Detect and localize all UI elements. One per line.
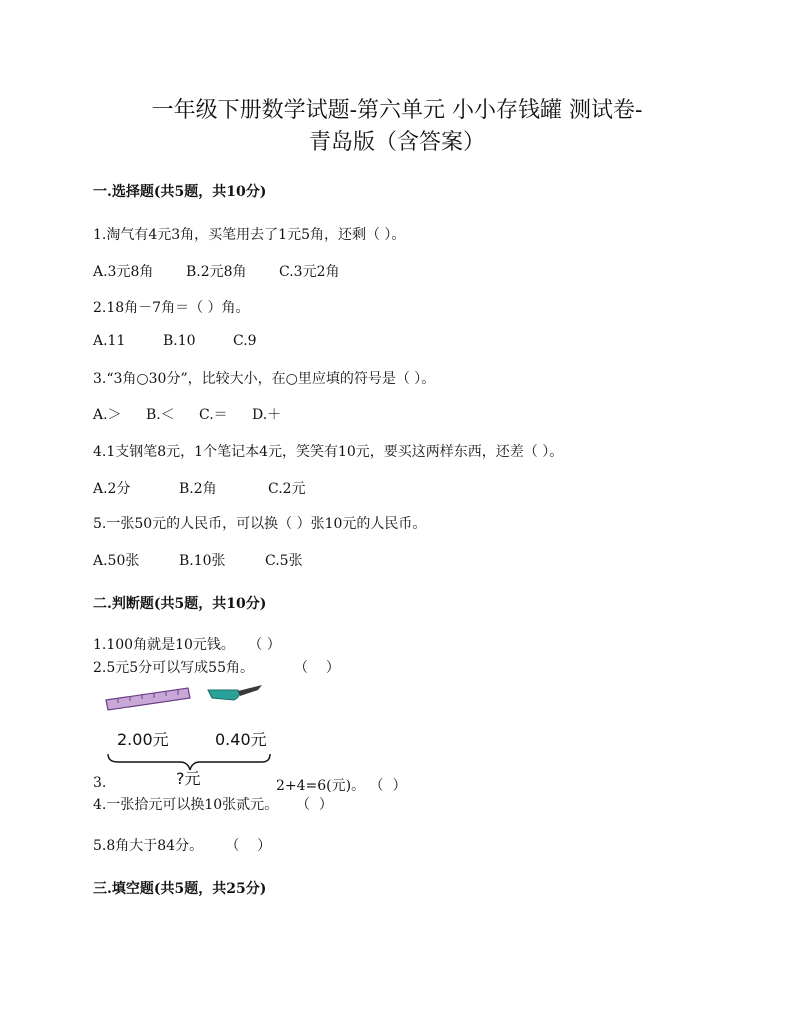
option-a: A.3元8角 <box>93 264 154 280</box>
price-left: 2.00元 <box>117 730 169 749</box>
option-b: B.10 <box>163 333 196 349</box>
option-a: A.＞ <box>93 407 122 423</box>
question-text: 3.“3角○30分”，比较大小，在○里应填的符号是（ ）。 <box>93 371 436 387</box>
question-text: 5.一张50元的人民币，可以换（ ）张10元的人民币。 <box>93 516 427 532</box>
option-b: B.10张 <box>179 553 226 569</box>
option-c: C.3元2角 <box>279 264 340 280</box>
judge-q5: 5.8角大于84分。 （ ） <box>93 838 272 854</box>
option-row <box>93 261 339 281</box>
title-line-1: 一年级下册数学试题-第六单元 小小存钱罐 测试卷- <box>151 98 643 123</box>
option-c: C.2元 <box>268 481 306 497</box>
knife-icon <box>208 685 262 700</box>
section1-heading: 一.选择题(共5题，共10分) <box>93 184 267 200</box>
option-row <box>93 550 303 570</box>
price-figure <box>104 682 272 788</box>
option-a: A.11 <box>93 333 126 349</box>
option-a: A.2分 <box>93 481 131 497</box>
option-b: B.2角 <box>179 481 217 497</box>
question-text: 2.18角－7角＝（ ）角。 <box>93 300 250 316</box>
option-a: A.50张 <box>93 553 140 569</box>
judge-q1: 1.100角就是10元钱。 （ ） <box>93 637 281 653</box>
question-text: 1.淘气有4元3角，买笔用去了1元5角，还剩（ ）。 <box>93 227 406 243</box>
question-text: 4.1支钢笔8元，1个笔记本4元，笑笑有10元，要买这两样东西，还差（ ）。 <box>93 444 564 460</box>
question-price: ?元 <box>176 769 201 788</box>
ruler-icon <box>106 688 190 710</box>
section2-heading: 二.判断题(共5题，共10分) <box>93 596 267 612</box>
option-row <box>93 478 306 498</box>
option-b: B.2元8角 <box>186 264 247 280</box>
judge-q3-number: 3. <box>93 775 107 791</box>
section3-heading: 三.填空题(共5题，共25分) <box>93 881 267 897</box>
option-d: D.＋ <box>252 407 282 423</box>
option-row <box>93 333 257 349</box>
option-row <box>93 404 281 424</box>
judge-q4: 4.一张拾元可以换10张贰元。 （ ） <box>93 797 333 813</box>
option-c: C.9 <box>233 333 257 349</box>
option-c: C.5张 <box>265 553 303 569</box>
judge-q2: 2.5元5分可以写成55角。 （ ） <box>93 660 340 676</box>
title-line-2: 青岛版（含答案） <box>308 130 485 155</box>
option-b: B.＜ <box>146 407 175 423</box>
judge-q3-text: 2+4=6(元)。 （ ） <box>276 778 407 794</box>
option-c: C.＝ <box>199 407 228 423</box>
price-right: 0.40元 <box>215 730 267 749</box>
